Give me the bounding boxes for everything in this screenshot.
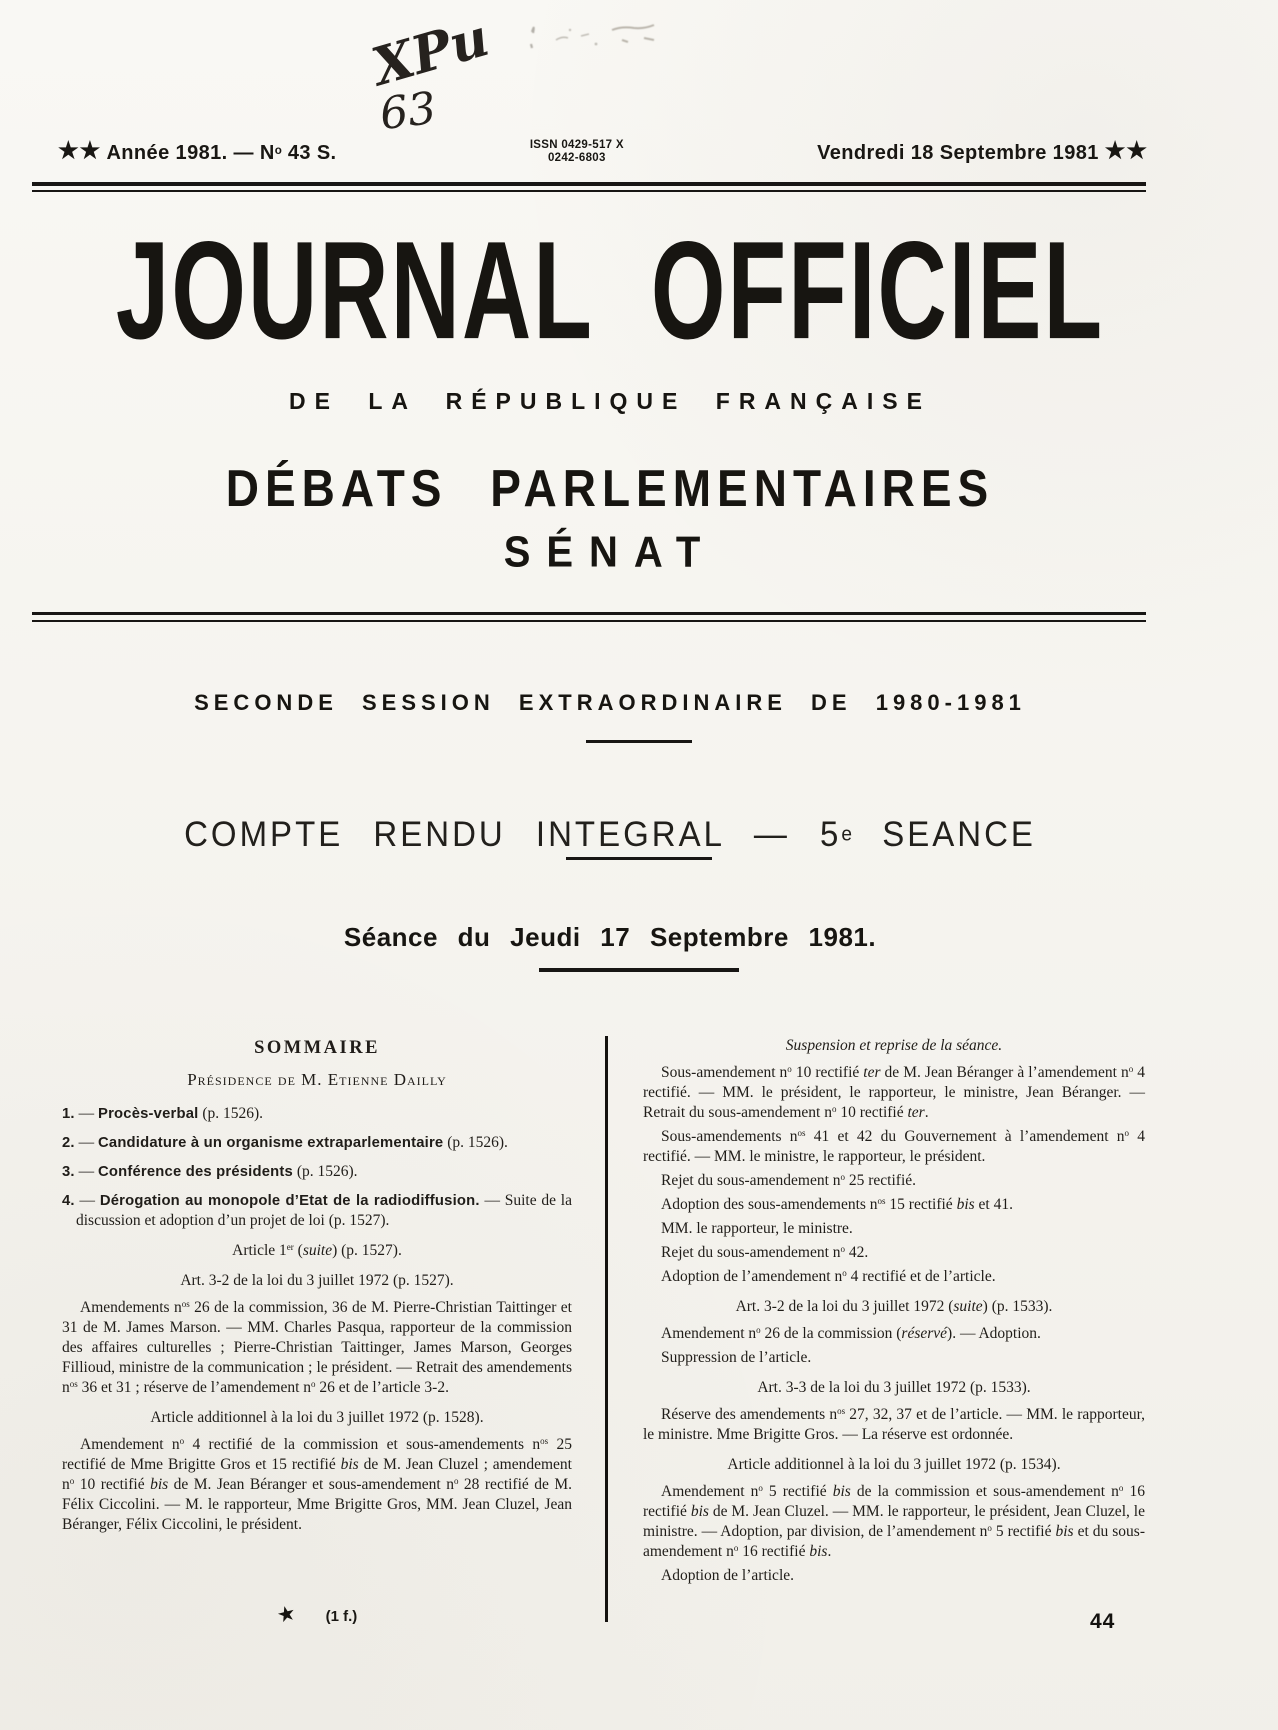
pencil-smudge [526, 18, 676, 58]
sitting-underline [539, 968, 739, 972]
sitting-date: Séance du Jeudi 17 Septembre 1981. [343, 922, 877, 952]
header-rule-thin [32, 190, 1146, 192]
subsection-heading: Suspension et reprise de la séance. [785, 1037, 1003, 1054]
summary-paragraph: Amendement $n^o$ 5 rectifié bis de la commission et sous-amendement $n^o$ 16 rectifié bis de M. Jean Cluzel. — MM. le rapporteur, le président, Jean Cluzel, le ministre. — Adoption, par division, de l’amendement $n^o$ 5 rectifié bis et du sous-amendement $n^o$ 16 rectifié bis. [643, 1483, 1146, 1560]
summary-paragraph: Adoption de l’article. [661, 1567, 794, 1584]
issn-block [530, 138, 624, 165]
summary-paragraph: Amendement $n^o$ 26 de la commission (réservé). — Adoption. [661, 1325, 1041, 1342]
handwritten-number: 63 [377, 82, 439, 141]
session-title: SECONDE SESSION EXTRAORDINAIRE DE 1980-1981 [194, 690, 1026, 715]
stars-right-icon: ★★ [1104, 137, 1148, 163]
column-divider [605, 1036, 608, 1622]
article-heading: Article 1er (suite) (p. 1527). [232, 1242, 402, 1259]
issue-number [58, 138, 337, 165]
summary-paragraph: Rejet du sous-amendement $n^o$ 42. [661, 1244, 869, 1261]
sommaire-item: 2. — Candidature à un organisme extraparlementaire (p. 1526). [62, 1134, 508, 1151]
article-heading: Art. 3-2 de la loi du 3 juillet 1972 (p. 1527). [180, 1272, 454, 1289]
summary-paragraph: Sous-amendement $n^o$ 10 rectifié ter de M. Jean Béranger à l’amendement $n^o$ 4 rectifié. — MM. le président, le rapporteur, le ministre, Jean Béranger. — Retrait du sous-amendement $n^o$ 10 rectifié ter. [643, 1064, 1145, 1121]
journal-title: JOURNAL OFFICIEL [115, 213, 1105, 369]
stars-left-icon: ★★ [58, 137, 102, 163]
summary-paragraph: Amendement $n^o$ 4 rectifié de la commission et sous-amendements $n^{os}$ 25 rectifié de Mme Brigitte Gros et 15 rectifié bis de M. Jean Cluzel ; amendement $n^o$ 10 rectifié bis de M. Jean Béranger et sous-amendement $n^o$ 28 rectifié de M. Félix Ciccolini. — M. le rapporteur, Mme Brigitte Gros, MM. Jean Cluzel, Jean Béranger, Félix Ciccolini, le président. [62, 1436, 573, 1533]
sommaire-heading: SOMMAIRE [254, 1038, 380, 1058]
summary-paragraph: Adoption des sous-amendements $n^{os}$ 15 rectifié bis et 41. [661, 1196, 1013, 1213]
summary-paragraph: Sous-amendements $n^{os}$ 41 et 42 du Gouvernement à l’amendement $n^o$ 4 rectifié. — MM. le ministre, le rapporteur, le président. [643, 1128, 1145, 1165]
report-underline [566, 857, 712, 860]
summary-paragraph: Réserve des amendements $n^{os}$ 27, 32, 37 et de l’article. — MM. le rapporteur, le ministre. Mme Brigitte Gros. — La réserve est ordonnée. [643, 1406, 1145, 1443]
article-heading: Article additionnel à la loi du 3 juillet 1972 (p. 1534). [727, 1456, 1061, 1473]
masthead [58, 138, 1148, 165]
header-rule-thick [32, 182, 1146, 186]
issn-line-1: ISSN 0429-517 X [529, 139, 624, 151]
right-column [643, 1036, 1145, 1590]
mid-rule-thin [32, 620, 1146, 622]
left-column [62, 1036, 572, 1539]
article-heading: Art. 3-3 de la loi du 3 juillet 1972 (p. 1533). [757, 1379, 1031, 1396]
sommaire-left-blocks [62, 1104, 572, 1535]
issue-date-text: Vendredi 18 Septembre 1981 [817, 142, 1099, 164]
sommaire-item: 3. — Conférence des présidents (p. 1526). [62, 1163, 358, 1180]
page-number: 44 [1090, 1610, 1116, 1633]
print-note: (1 f.) [325, 1608, 358, 1625]
handwritten-annotation: XPu [365, 7, 496, 98]
summary-paragraph: MM. le rapporteur, le ministre. [661, 1220, 853, 1237]
journal-subtitle: DE LA RÉPUBLIQUE FRANÇAISE [289, 388, 931, 414]
session-underline [586, 740, 692, 743]
report-title: COMPTE RENDU INTEGRAL — 5e SEANCE [184, 814, 1036, 854]
summary-paragraph: Adoption de l’amendement $n^o$ 4 rectifié et de l’article. [661, 1268, 996, 1285]
mid-rule-thick [32, 612, 1146, 615]
chamber-title: SÉNAT [503, 528, 717, 577]
print-footnote [62, 1602, 572, 1627]
sommaire-item: 1. — Procès-verbal (p. 1526). [62, 1105, 264, 1122]
issue-number-text: Année 1981. — $N^o$ 43 S. [106, 142, 337, 164]
debates-title: DÉBATS PARLEMENTAIRES [225, 459, 995, 518]
summary-paragraph: Rejet du sous-amendement $n^o$ 25 rectifié. [661, 1172, 917, 1189]
sommaire-item: 4. — Dérogation au monopole d’Etat de la radiodiffusion. — Suite de la discussion et adoption d’un projet de loi (p. 1527). [62, 1192, 572, 1229]
summary-paragraph: Suppression de l’article. [661, 1349, 812, 1366]
article-heading: Art. 3-2 de la loi du 3 juillet 1972 (suite) (p. 1533). [735, 1298, 1053, 1315]
presidence-heading: Présidence de M. Etienne Dailly [187, 1070, 447, 1089]
article-heading: Article additionnel à la loi du 3 juillet 1972 (p. 1528). [150, 1409, 484, 1426]
issn-line-2: 0242-6803 [547, 152, 606, 164]
print-star-icon: ★ [274, 1600, 299, 1628]
issue-date [817, 138, 1148, 165]
summary-paragraph: Amendements $n^{os}$ 26 de la commission, 36 de M. Pierre-Christian Taittinger et 31 de M. James Marson. — MM. Charles Pasqua, rapporteur de la commission des affaires culturelles ; Pierre-Christian Taittinger, James Marson, Georges Fillioud, ministre de la communication ; le président. — Retrait des amendements $n^{os}$ 36 et 31 ; réserve de l’amendement $n^o$ 26 et de l’article 3-2. [62, 1299, 572, 1396]
